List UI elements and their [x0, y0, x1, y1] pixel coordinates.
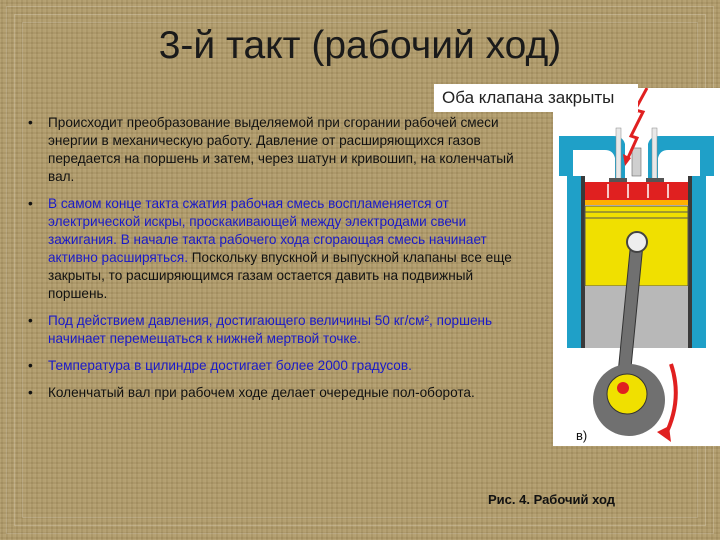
- engine-power-stroke-diagram: [553, 88, 720, 446]
- bullet-item: [28, 384, 518, 402]
- bullet-item: [28, 312, 518, 348]
- exhaust-valve: [652, 128, 657, 180]
- figure-sublabel: в): [576, 428, 588, 443]
- bullet-dot: •: [28, 196, 33, 211]
- bullet-text: Происходит преобразование выделяемой при сгорании рабочей смеси энергии в механическую работу. Давление от расширяющихся газов передается на поршень и затем, через шатун и кривошип, на коленчатый вал.: [48, 115, 514, 184]
- cylinder-liner-left: [581, 176, 585, 348]
- bullet-text: Температура в цилиндре достигает более 2000 градусов.: [48, 358, 412, 373]
- figure-caption: Рис. 4. Рабочий ход: [488, 492, 616, 507]
- figure-label: Оба клапана закрыты: [434, 84, 638, 112]
- intake-valve: [616, 128, 621, 180]
- cylinder-liner-right: [688, 176, 692, 348]
- combustion-gases: [585, 182, 688, 200]
- bullet-dot: •: [28, 115, 33, 130]
- slide-title: 3-й такт (рабочий ход): [158, 24, 562, 67]
- cylinder-wall-right: [692, 176, 706, 348]
- flame-front: [585, 200, 688, 205]
- bullet-text: Под действием давления, достигающего величины 50 кг/см², поршень начинает перемещаться к нижней мертвой точке.: [48, 313, 493, 346]
- bullet-text: Коленчатый вал при рабочем ходе делает очередные пол-оборота.: [48, 385, 475, 400]
- spark-plug: [632, 148, 641, 176]
- cylinder-wall-left: [567, 176, 581, 348]
- bullet-item: [28, 195, 518, 303]
- piston-pin: [627, 232, 647, 252]
- bullet-dot: •: [28, 358, 33, 373]
- crank-pin: [617, 382, 629, 394]
- intake-valve-head: [609, 178, 627, 182]
- bullet-text: В самом конце такта сжатия рабочая смесь воспламеняется от электрической искры, проскакивающей между электродами свечи зажигания. В начале такта рабочего хода сгорающая смесь начинает активно расширяться.: [48, 196, 487, 265]
- bullet-dot: •: [28, 385, 33, 400]
- bullet-item: [28, 357, 518, 375]
- bullet-text: Поскольку впускной и выпускной клапаны все еще закрыты, то расширяющимся газам остается давить на подвижный поршень.: [48, 250, 512, 301]
- bullet-item: [28, 114, 518, 186]
- bullet-dot: •: [28, 313, 33, 328]
- crank-counterweight: [607, 374, 647, 414]
- exhaust-valve-head: [646, 178, 664, 182]
- bullet-list: [28, 114, 518, 411]
